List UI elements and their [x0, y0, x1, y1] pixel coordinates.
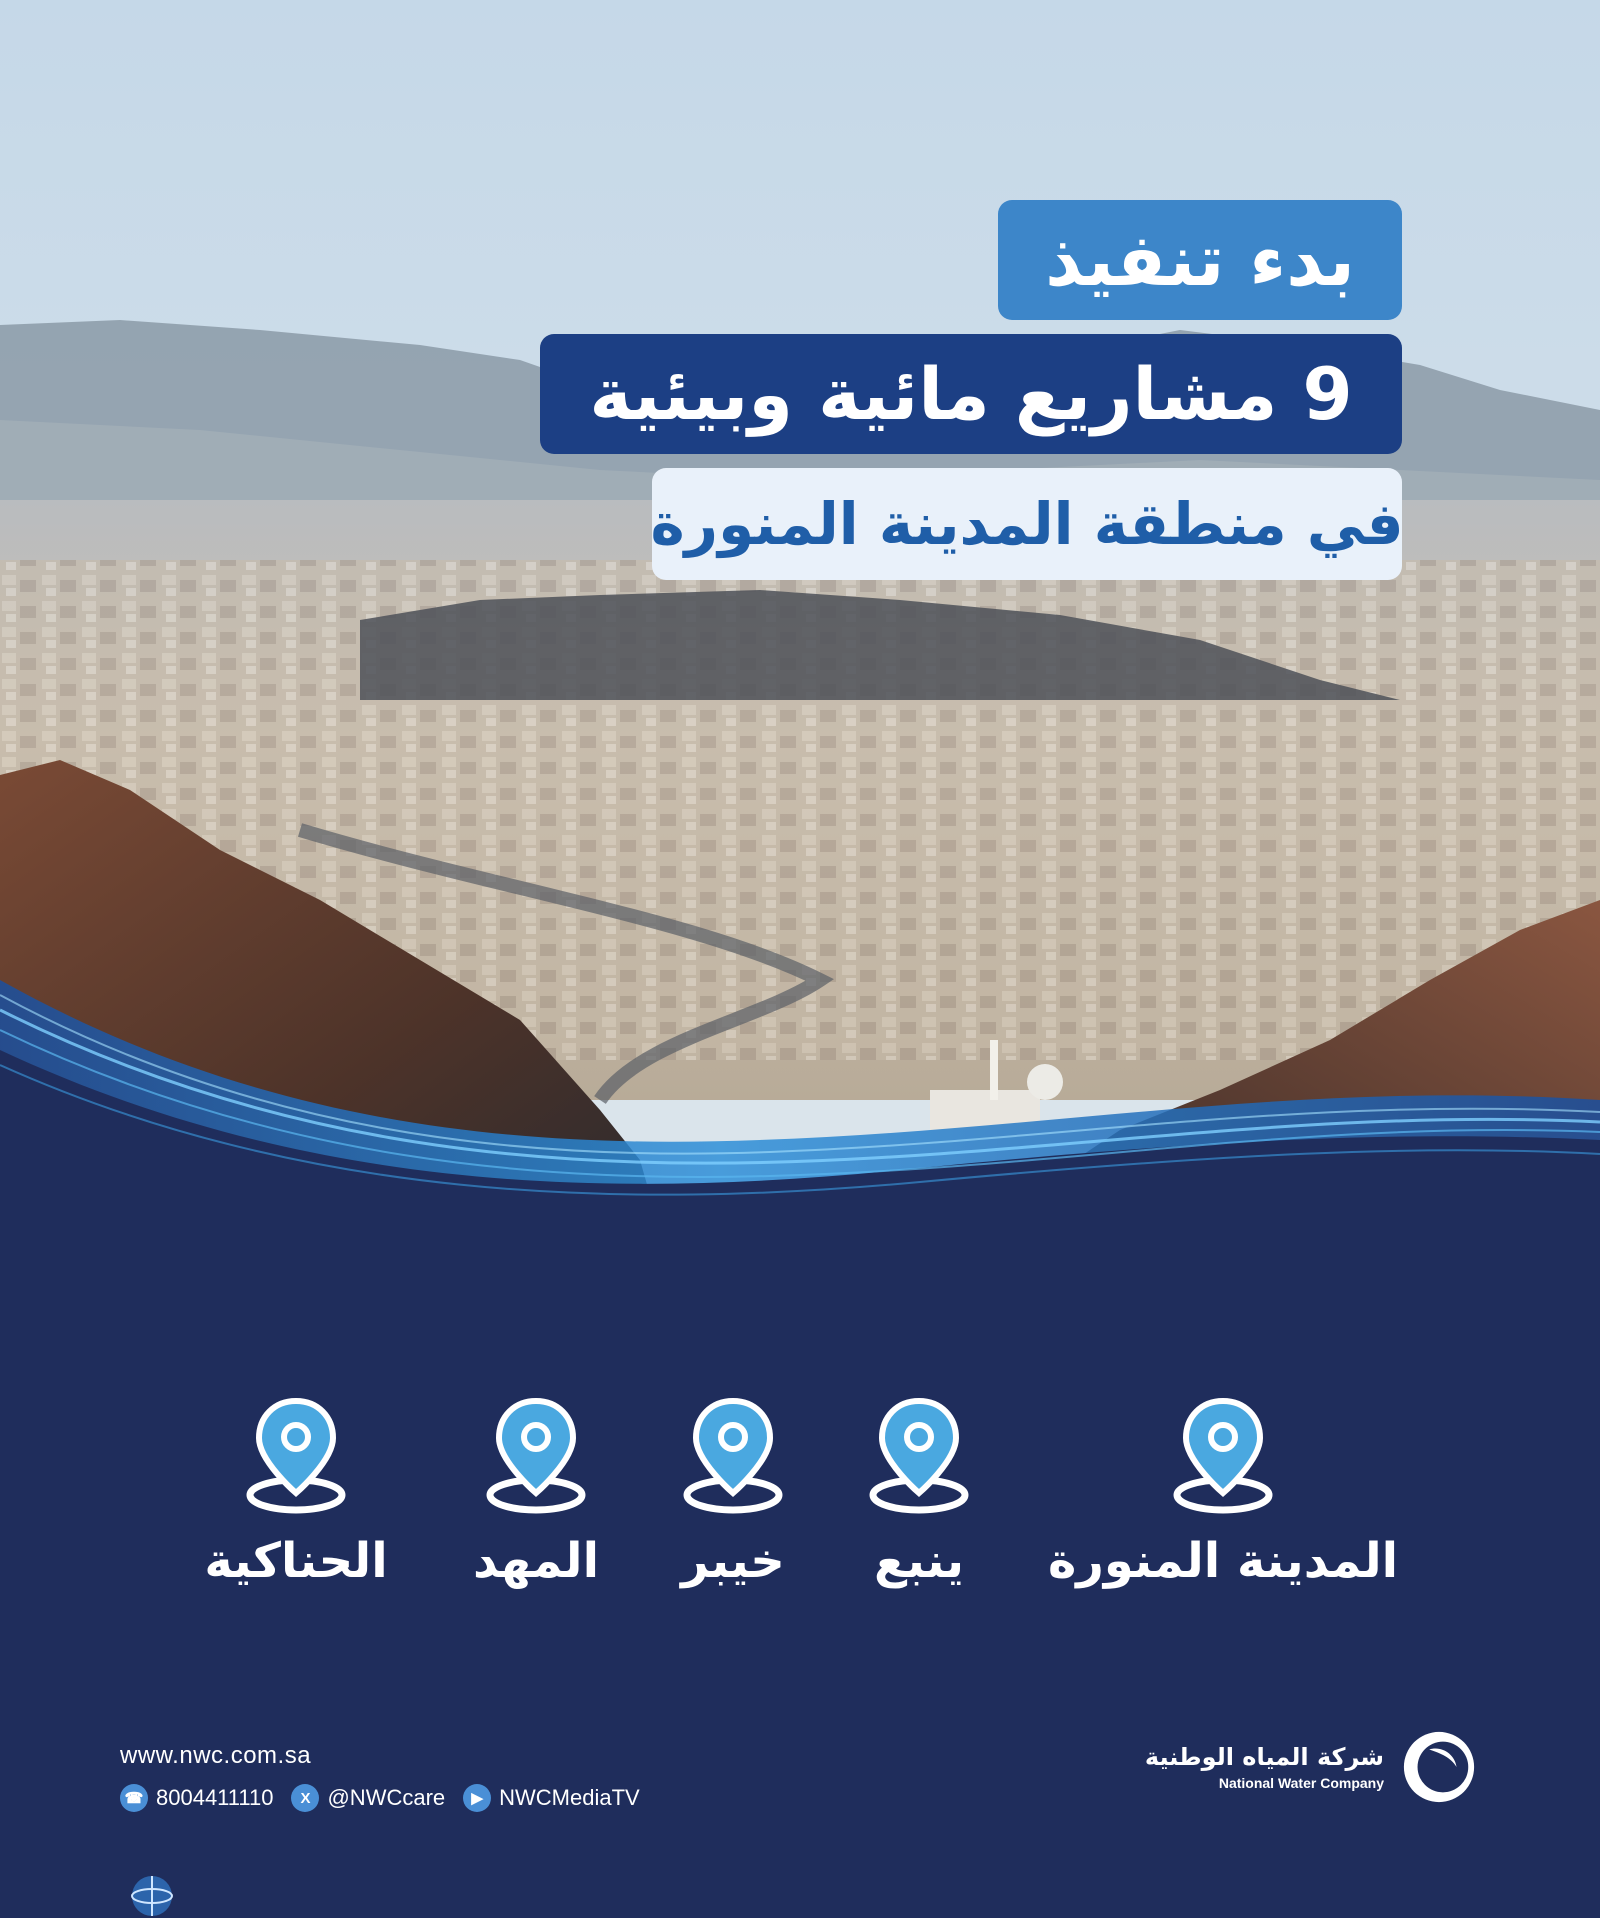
headline-line-1: بدء تنفيذ — [998, 200, 1402, 320]
brand-name-english: National Water Company — [1218, 1775, 1384, 1791]
brand-block — [1145, 1728, 1478, 1806]
location-pin-icon — [481, 1395, 591, 1515]
social-links — [120, 1784, 658, 1812]
x-icon: X — [291, 1784, 319, 1812]
headline-line-3: في منطقة المدينة المنورة — [652, 468, 1402, 580]
location-pin-icon — [864, 1395, 974, 1515]
location-label: خيبر — [681, 1533, 785, 1589]
location-label: ينبع — [874, 1533, 964, 1589]
locations-list — [0, 1395, 1600, 1615]
phone-number: 8004411110 — [156, 1785, 274, 1810]
location-item — [1047, 1395, 1399, 1589]
location-pin-icon — [241, 1395, 351, 1515]
location-item — [406, 1395, 666, 1589]
location-pin-icon — [678, 1395, 788, 1515]
location-label: المهد — [472, 1533, 600, 1589]
phone-icon: ☎ — [120, 1784, 148, 1812]
headline-line-2: 9 مشاريع مائية وبيئية — [540, 334, 1402, 454]
water-wave — [0, 900, 1600, 1420]
location-pin-icon — [1168, 1395, 1278, 1515]
globe-watermark-icon — [122, 1870, 182, 1918]
youtube-link[interactable] — [463, 1784, 640, 1812]
location-label: المدينة المنورة — [1047, 1533, 1399, 1589]
phone-link[interactable] — [120, 1784, 273, 1812]
twitter-handle: @NWCcare — [327, 1785, 446, 1810]
contact-info — [120, 1742, 658, 1812]
nwc-logo-icon — [1400, 1728, 1478, 1806]
location-label: الحناكية — [204, 1533, 388, 1589]
brand-name-arabic: شركة المياه الوطنية — [1144, 1743, 1384, 1771]
youtube-icon: ▶ — [463, 1784, 491, 1812]
youtube-channel: NWCMediaTV — [499, 1785, 640, 1810]
twitter-link[interactable] — [291, 1784, 445, 1812]
location-item — [166, 1395, 426, 1589]
website-link[interactable]: www.nwc.com.sa — [120, 1742, 312, 1769]
